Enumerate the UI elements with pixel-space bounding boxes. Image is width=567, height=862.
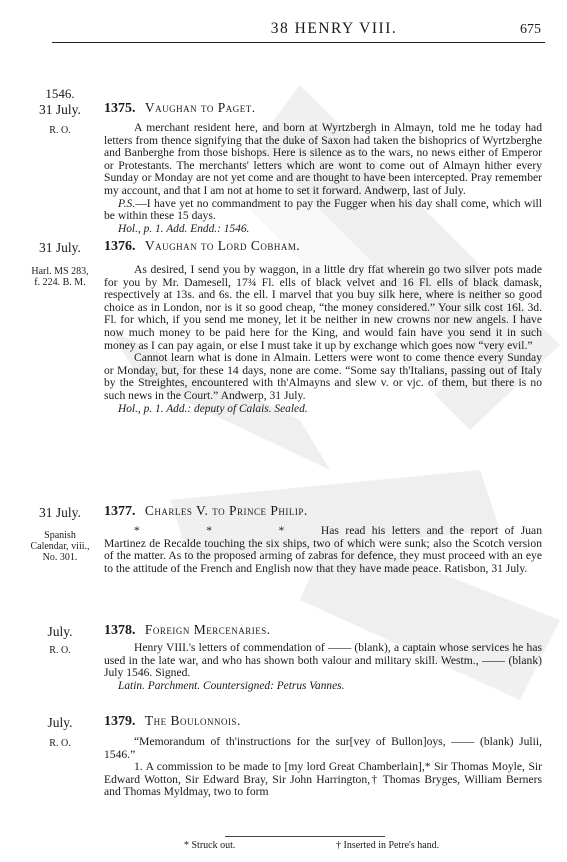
margin-source: R. O.	[49, 125, 71, 136]
entry-number: 1378.	[104, 623, 136, 638]
footnote: * Struck out.	[184, 840, 236, 851]
postscript-text: —I have yet no commandment to pay the Fugger when his day shall come, which will be within these 15 days.	[104, 196, 542, 223]
postscript	[104, 198, 542, 223]
entry-number: 1375.	[104, 101, 136, 116]
entry-body	[104, 264, 542, 415]
citation: Hol., p. 1. Add.: deputy of Calais. Sealed.	[118, 402, 308, 415]
margin-source: Spanish Calendar, viii., No. 301.	[30, 530, 90, 563]
header-rule	[52, 42, 545, 43]
entry-title: Foreign Mercenaries.	[144, 622, 271, 637]
margin-source: R. O.	[49, 645, 71, 656]
paragraph: As desired, I send you by waggon, in a little dry ffat wherein go two silver pots made for you by Mr. Damesell, 17¾ Fl. ells of black velvet and 16 Fl. ells of black damask, respectively at 13s. and 6s. the ell. I marvel that you buy silk here, where is neither so good choice as in London, nor is it so good cheap, “the money considered.” Your silk cost 16l. 3d. Fl. for which, if you send me money, let it be neither in new crowns nor new angels. I have now much money to be paid here for the King, and would fain have you send it in such money as I can pay again, or else I must take it up by exchange which goes now “very evil.”	[104, 263, 542, 352]
paragraph: “Memorandum of th'instructions for the sur[vey of Bullon]oys, —— (blank) Julii, 1546.”	[104, 735, 542, 761]
margin-date: 31 July.	[39, 102, 81, 117]
entry-heading	[104, 238, 300, 255]
margin-source: Harl. MS 283, f. 224. B. M.	[31, 266, 89, 288]
citation: Hol., p. 1. Add. Endd.: 1546.	[118, 222, 250, 235]
entry-body	[104, 525, 542, 575]
footnote: † Inserted in Petre's hand.	[336, 840, 440, 851]
margin-source: R. O.	[49, 738, 71, 749]
running-title: 38 HENRY VIII.	[270, 20, 398, 37]
entry-number: 1376.	[104, 239, 136, 254]
running-header	[0, 20, 567, 44]
entry-heading	[104, 100, 256, 117]
paragraph: Henry VIII.'s letters of commendation of —— (blank), a captain whose services he has used in the late war, and who has shown both valour and military skill. Westm., —— (blank) July 1546. Signed.	[104, 641, 542, 680]
page-number: 675	[520, 22, 541, 37]
entry-title: The Boulonnois.	[144, 713, 241, 728]
entry-title: Charles V. to Prince Philip.	[144, 503, 308, 518]
omission-stars: * * *	[134, 524, 315, 537]
entry-number: 1377.	[104, 504, 136, 519]
entry-title: Vaughan to Paget.	[144, 100, 256, 115]
entry-heading	[104, 713, 241, 730]
citation: Latin. Parchment. Countersigned: Petrus Vannes.	[118, 679, 345, 692]
entry-body	[104, 642, 542, 692]
entry-number: 1379.	[104, 714, 136, 729]
paragraph: A merchant resident here, and born at Wyrtzbergh in Almayn, told me he today had letters from thence signifying that the duke of Saxon had taken the bishoprics of Wyrtzberghe and Banberghe from those bishops. Here is silence as to the wars, no news either of Emperor or Protestants. The merchants' letters which are wont to come out of Almayn hither every Sunday or Monday are not yet come and are thought to have been intercepted. Pray remember my account, and that I am not at home to set it forward. Andwerp, last of July.	[104, 121, 542, 197]
margin-year: 1546.	[45, 86, 75, 101]
paragraph: 1. A commission to be made to [my lord Great Chamberlain],* Sir Thomas Moyle, Sir Edward Wotton, Sir Edward Bray, Sir John Harrington,† Thomas Bryges, William Berners and Thomas Myldmay, two to form	[104, 760, 542, 799]
entry-title: Vaughan to Lord Cobham.	[144, 238, 301, 253]
postscript-label: P.S.	[118, 196, 136, 210]
entry-body	[104, 122, 542, 235]
margin-date: July.	[47, 624, 73, 639]
paragraph: Cannot learn what is done in Almain. Letters were wont to come thence every Sunday or Monday, but, for these 14 days, none are come. “Some say th'Italians, passing out of Italy by the Streightes, encountered with th'Almayns and slew v. or vjc. of them, but there is no such news in the Court.” Andwerp, 31 July.	[104, 351, 542, 402]
entry-heading	[104, 503, 308, 520]
entry-heading	[104, 622, 271, 639]
margin-date: 31 July.	[39, 505, 81, 520]
footnote-rule	[225, 836, 385, 837]
paragraph	[104, 525, 542, 575]
paragraph-text: Has read his letters and the report of Juan Martinez de Recalde touching the six ships, two of which were sunk; also the Scotch version of the matter. As to the proposed arming of zabras for defence, they must proceed with an eye to the attitude of the French and English now that they have made peace. Ratisbon, 31 July.	[104, 524, 542, 575]
margin-date: 31 July.	[39, 240, 81, 255]
entry-body	[104, 736, 542, 799]
margin-date: July.	[47, 715, 73, 730]
